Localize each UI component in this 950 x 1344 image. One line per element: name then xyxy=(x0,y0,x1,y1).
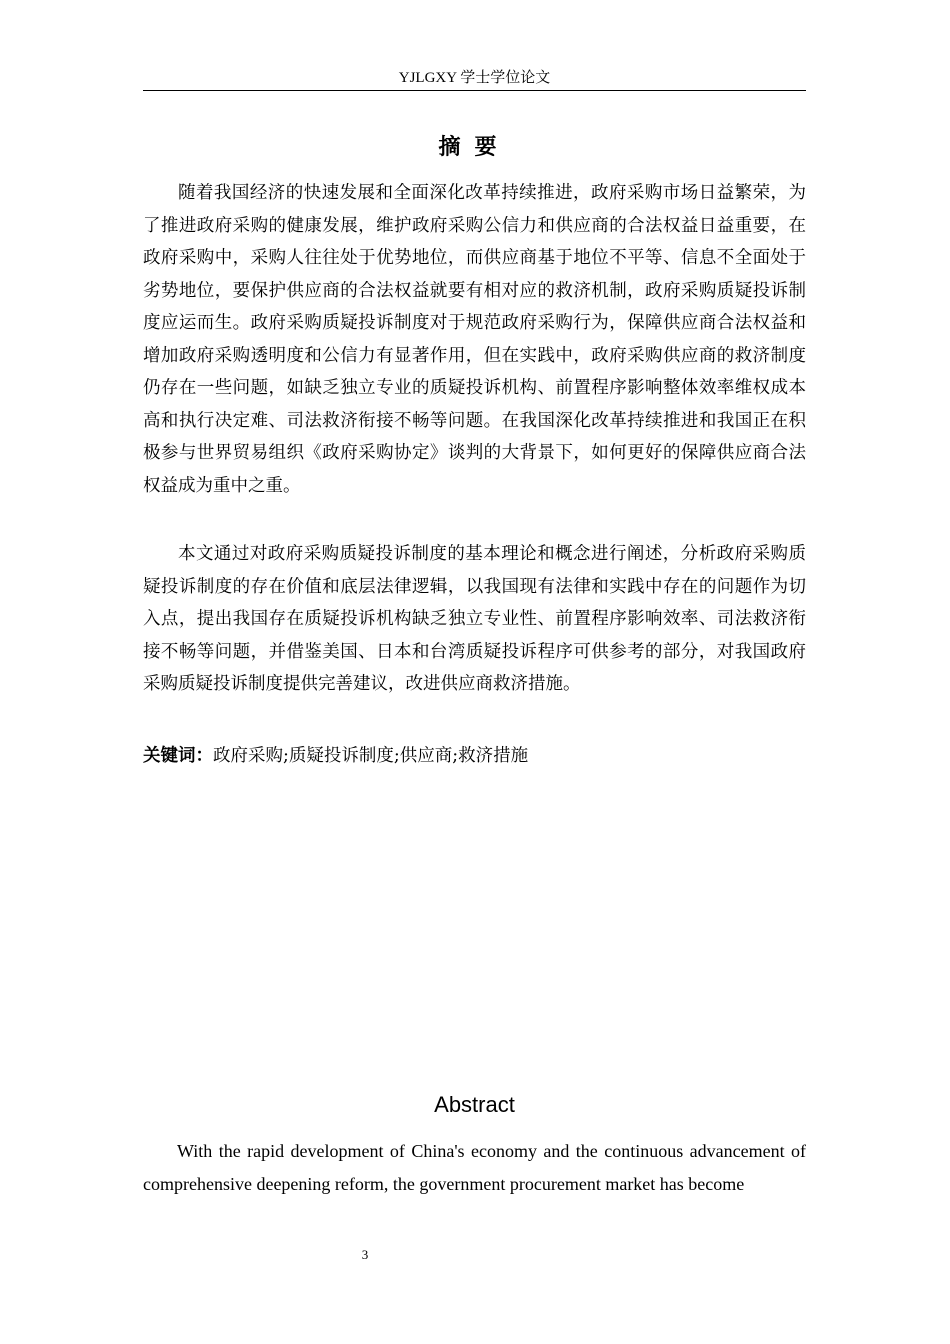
page-number: 3 xyxy=(361,1247,369,1262)
chinese-abstract-paragraph-2: 本文通过对政府采购质疑投诉制度的基本理论和概念进行阐述，分析政府采购质疑投诉制度的存在价值和底层法律逻辑，以我国现有法律和实践中存在的问题作为切入点，提出我国存在质疑投诉机构缺乏独立专业性、前置程序影响效率、司法救济衔接不畅等问题，并借鉴美国、日本和台湾质疑投诉程序可供参考的部分，对我国政府采购质疑投诉制度提供完善建议，改进供应商救济措施。 xyxy=(143,544,806,694)
header-divider xyxy=(143,90,806,91)
chinese-abstract-title: 摘要 xyxy=(438,135,511,160)
chinese-abstract-paragraph-1: 随着我国经济的快速发展和全面深化改革持续推进，政府采购市场日益繁荣，为了推进政府采购的健康发展，维护政府采购公信力和供应商的合法权益日益重要，在政府采购中，采购人往往处于优势地位，而供应商基于地位不平等、信息不全面处于劣势地位，要保护供应商的合法权益就要有相对应的救济机制，政府采购质疑投诉制度应运而生。政府采购质疑投诉制度对于规范政府采购行为，保障供应商合法权益和增加政府采购透明度和公信力有显著作用，但在实践中，政府采购供应商的救济制度仍存在一些问题，如缺乏独立专业的质疑投诉机构、前置程序影响整体效率维权成本高和执行决定难、司法救济衔接不畅等问题。在我国深化改革持续推进和我国正在积极参与世界贸易组织《政府采购协定》谈判的大背景下，如何更好的保障供应商合法权益成为重中之重。 xyxy=(143,183,806,496)
english-abstract-paragraph: With the rapid development of China's economy and the continuous advancement of comprehensive deepening reform, the government procurement market has become xyxy=(143,1141,806,1194)
running-header: YJLGXY 学士学位论文 xyxy=(398,70,551,86)
keywords-value: 政府采购;质疑投诉制度;供应商;救济措施 xyxy=(213,746,529,766)
keywords-line xyxy=(143,740,806,772)
english-abstract-title: Abstract xyxy=(434,1092,515,1117)
keywords-label: 关键词： xyxy=(143,746,213,766)
